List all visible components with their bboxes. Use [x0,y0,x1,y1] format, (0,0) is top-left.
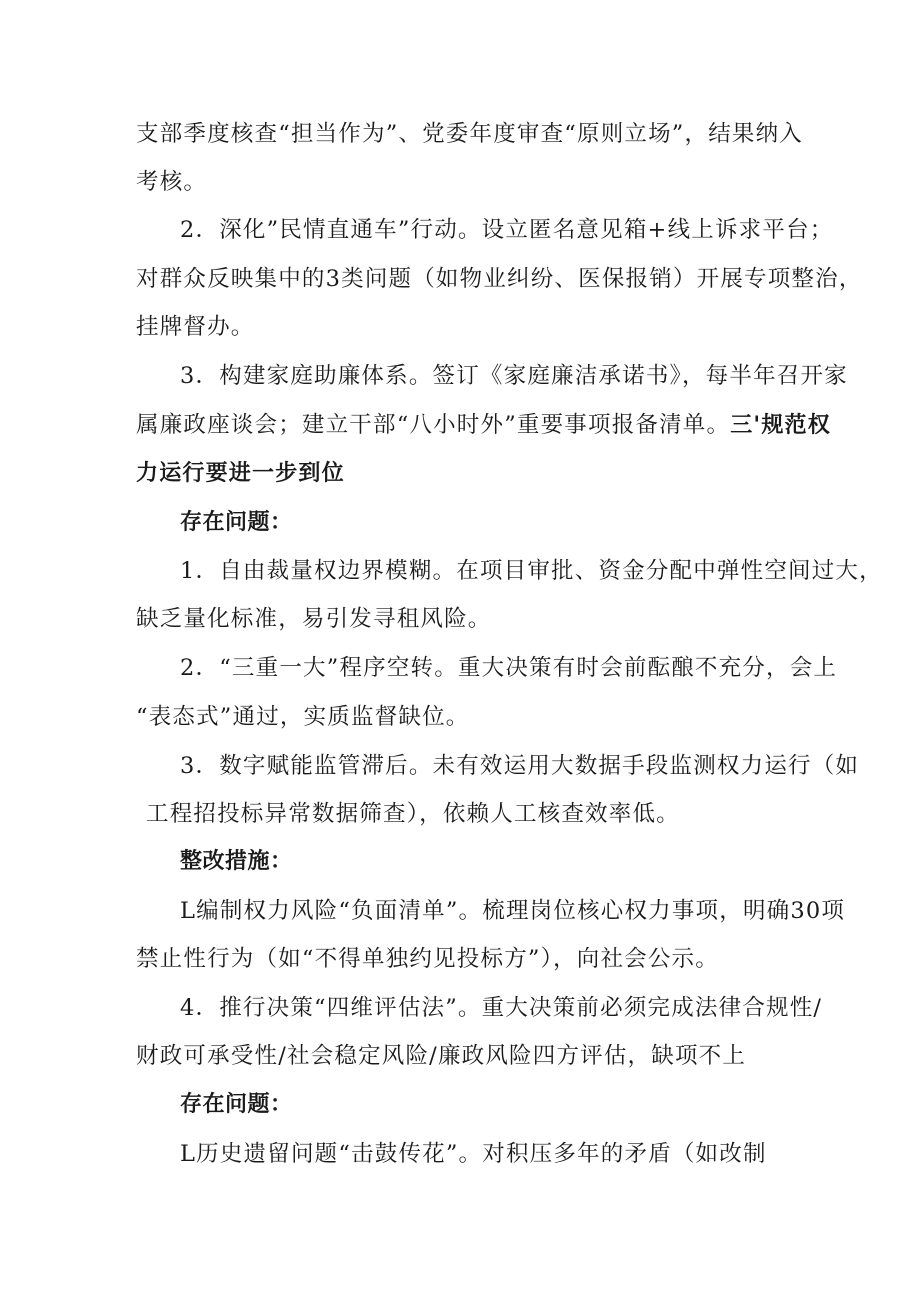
paragraph-line: L编制权力风险“负面清单”。梳理岗位核心权力事项，明确30项 [180,898,846,924]
paragraph-line: 禁止性行为（如“不得单独约见投标方”），向社会公示。 [136,946,719,972]
paragraph-line: 对群众反映集中的3类问题（如物业纠纷、医保报销）开展专项整治， [136,266,863,292]
paragraph-line: 缺乏量化标准，易引发寻租风险。 [136,606,492,632]
paragraph-line: 3．数字赋能监管滞后。未有效运用大数据手段监测权力运行（如 [180,753,860,779]
paragraph-line: 2．“三重一大”程序空转。重大决策有时会前酝酿不充分，会上 [180,655,838,681]
subheading: 整改措施： [180,849,293,874]
subheading: 存在问题： [180,510,293,535]
section-heading: 三'规范权 [730,413,831,438]
paragraph-line: 4．推行决策“四维评估法”。重大决策前必须完成法律合规性/ [180,995,823,1021]
paragraph-text: 属廉政座谈会；建立干部“八小时外”重要事项报备清单。 [136,412,731,438]
subheading: 存在问题： [180,1092,293,1117]
paragraph-line: 1．自由裁量权边界模糊。在项目审批、资金分配中弹性空间过大， [180,558,883,584]
paragraph-line: 2．深化”民情直通车”行动。设立匿名意见箱+线上诉求平台； [180,217,834,243]
paragraph-line: 考核。 [136,169,208,195]
paragraph-line [136,410,831,441]
paragraph-line: 工程招投标异常数据筛查），依赖人工核查效率低。 [146,801,680,827]
paragraph-line: 3．构建家庭助廉体系。签订《家庭廉洁承诺书》，每半年召开家 [180,363,848,389]
paragraph-line: 挂牌督办。 [136,314,255,340]
paragraph-line: 支部季度核查“担当作为”、党委年度审查“原则立场”，结果纳入 [136,121,804,147]
section-heading: 力运行要进一步到位 [136,461,345,486]
paragraph-line: 财政可承受性/社会稳定风险/廉政风险四方评估，缺项不上 [136,1043,747,1069]
paragraph-line: “表态式”通过，实质监督缺位。 [136,704,470,730]
paragraph-line: L历史遗留问题“击鼓传花”。对积压多年的矛盾（如改制 [180,1141,767,1167]
